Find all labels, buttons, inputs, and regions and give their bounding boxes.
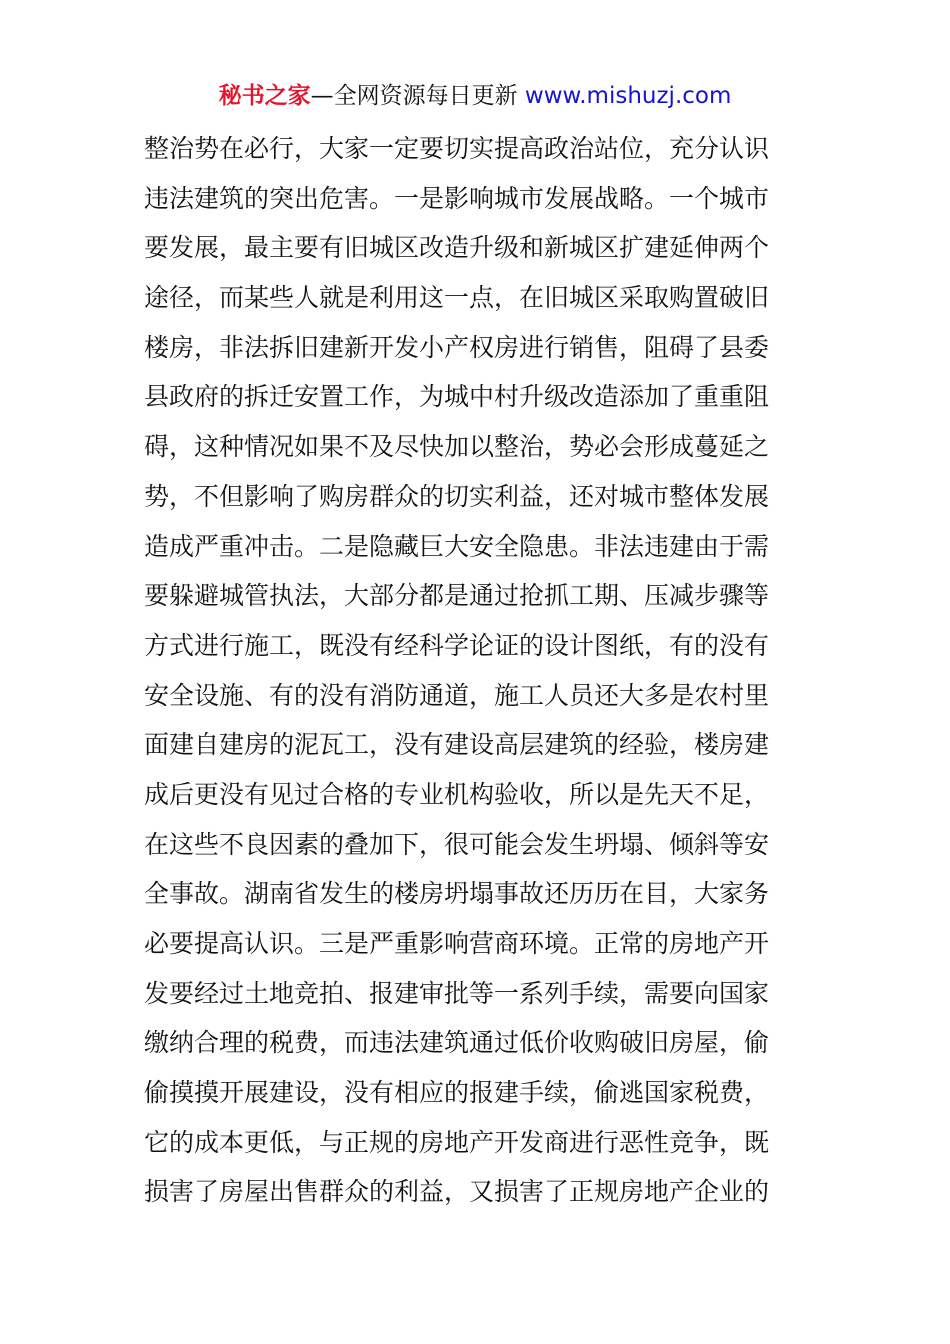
text-line: 它的成本更低，与正规的房地产开发商进行恶性竞争，既 — [144, 1127, 770, 1157]
text-line: 安全设施、有的没有消防通道，施工人员还大多是农村里 — [144, 680, 770, 710]
text-line: 在这些不良因素的叠加下，很可能会发生坍塌、倾斜等安 — [144, 829, 770, 859]
text-line: 途径，而某些人就是利用这一点，在旧城区采取购置破旧 — [144, 283, 770, 313]
text-line: 碍，这种情况如果不及尽快加以整治，势必会形成蔓延之 — [144, 432, 770, 462]
document-body — [144, 124, 816, 1217]
text-line: 势，不但影响了购房群众的切实利益，还对城市整体发展 — [144, 481, 770, 511]
text-line: 面建自建房的泥瓦工，没有建设高层建筑的经验，楼房建 — [144, 730, 770, 760]
site-header — [0, 80, 950, 112]
brand-name: 秘书之家 — [218, 83, 311, 109]
text-line: 全事故。湖南省发生的楼房坍塌事故还历历在目，大家务 — [144, 879, 770, 909]
text-line: 要发展，最主要有旧城区改造升级和新城区扩建延伸两个 — [144, 233, 770, 263]
text-line: 县政府的拆迁安置工作，为城中村升级改造添加了重重阻 — [144, 382, 770, 412]
text-line: 损害了房屋出售群众的利益，又损害了正规房地产企业的 — [144, 1177, 770, 1207]
text-line: 必要提高认识。三是严重影响营商环境。正常的房地产开 — [144, 929, 770, 958]
text-line: 发要经过土地竞拍、报建审批等一系列手续，需要向国家 — [144, 978, 770, 1008]
text-line: 方式进行施工，既没有经科学论证的设计图纸，有的没有 — [144, 630, 770, 660]
text-line: 楼房，非法拆旧建新开发小产权房进行销售，阻碍了县委 — [144, 332, 770, 362]
text-line: 偷摸摸开展建设，没有相应的报建手续，偷逃国家税费， — [144, 1078, 770, 1108]
text-line: 成后更没有见过合格的专业机构验收，所以是先天不足， — [144, 779, 770, 809]
text-line: 要躲避城管执法，大部分都是通过抢抓工期、压减步骤等 — [144, 581, 770, 611]
text-line: 违法建筑的突出危害。一是影响城市发展战略。一个城市 — [144, 183, 770, 213]
text-line: 造成严重冲击。二是隐藏巨大安全隐患。非法违建由于需 — [144, 531, 770, 561]
text-line: 缴纳合理的税费，而违法建筑通过低价收购破旧房屋，偷 — [144, 1028, 770, 1058]
site-url-link[interactable]: www.mishuzj.com — [524, 83, 732, 109]
site-tagline: —全网资源每日更新 — [310, 83, 525, 109]
text-line: 整治势在必行，大家一定要切实提高政治站位，充分认识 — [144, 134, 770, 163]
